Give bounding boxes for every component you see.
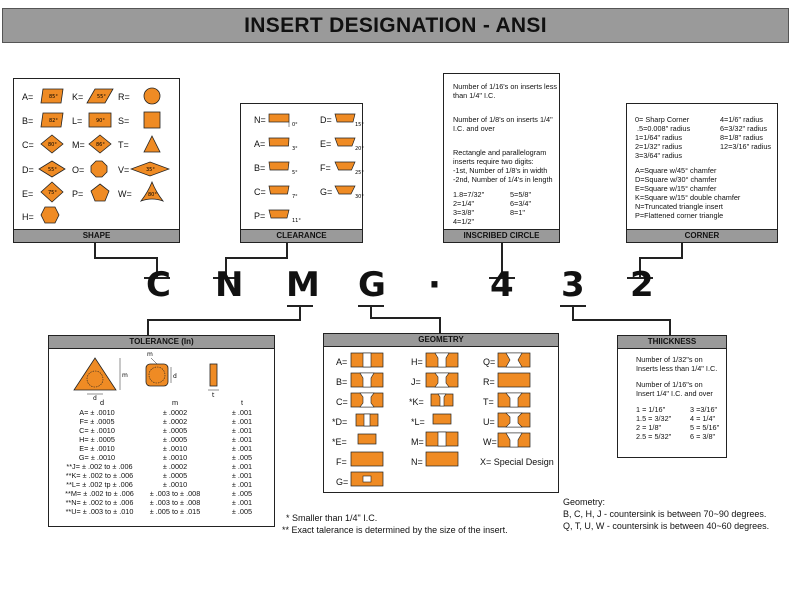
geometry-n-icon (425, 451, 459, 467)
corner-col1-0: 0= Sharp Corner (635, 115, 690, 124)
geometry-j-icon (425, 372, 459, 388)
geometry-note-1: B, C, H, J - countersink is between 70~90 degrees. (563, 509, 767, 519)
rectangle-l-icon (88, 111, 112, 129)
corner-chamfer-2: E=Square w/15° chamfer (635, 184, 717, 193)
pentagon-icon (90, 183, 110, 203)
ic-col1-1: 2=1/4" (453, 199, 475, 208)
corner-chamfer-5: P=Flattened corner triangle (635, 211, 724, 220)
octagon-icon (90, 160, 108, 178)
corner-col2-1: 6=3/32" radius (720, 124, 768, 133)
table-row: **J= ± .002 to ± .006 ± .0002 ± .001 (66, 462, 253, 471)
table-row: **L= ± .002 tp ± .006 ± .0010 ± .001 (66, 480, 253, 489)
geometry-u: U= (483, 417, 495, 427)
corner-col2-2: 8=1/8" radius (720, 133, 763, 142)
table-row: H= ± .0005 ± .0005 ± .001 (79, 435, 253, 444)
geometry-c-icon (350, 392, 384, 408)
svg-text:82°: 82° (49, 118, 58, 124)
svg-text:86°: 86° (96, 142, 105, 148)
corner-col1-2: 1=1/64" radius (635, 133, 683, 142)
table-row: **N= ± .002 to ± .006 ± .003 to ± .008 ± .001 (65, 498, 253, 507)
code-shape: C (146, 265, 171, 305)
svg-text:t: t (212, 392, 215, 399)
th-p2-line2: Insert 1/4" I.C. and over (636, 389, 713, 398)
svg-text:80°: 80° (148, 192, 157, 198)
square-icon (143, 111, 161, 129)
geometry-label: GEOMETRY (324, 334, 558, 347)
svg-text:d: d (173, 373, 177, 380)
geometry-e-icon (357, 433, 377, 445)
code-geometry: G (358, 265, 386, 305)
geometry-q: Q= (483, 357, 496, 367)
svg-text:3°: 3° (292, 146, 298, 152)
shape-d: D= (22, 165, 34, 175)
clearance-a-icon (268, 136, 302, 152)
tolerance-header (52, 398, 272, 407)
shape-label: SHAPE (14, 229, 179, 242)
corner-col2-3: 12=3/16" radius (720, 142, 772, 151)
shape-w: W= (118, 189, 132, 199)
clearance-c-icon (268, 184, 302, 200)
clearance-f: F= (320, 163, 331, 173)
clearance-d: D= (320, 115, 332, 125)
diamond-v-icon (130, 161, 170, 177)
geometry-g: G= (336, 477, 349, 487)
code-separator: · (428, 265, 441, 305)
note-smaller: * Smaller than 1/4" I.C. (286, 513, 378, 523)
shape-s: S= (118, 116, 130, 126)
corner-col1-1: .5=0.008" radius (637, 124, 691, 133)
clearance-c: C= (254, 187, 266, 197)
geometry-c: C= (336, 397, 348, 407)
geometry-n: N= (411, 457, 423, 467)
svg-text:30°: 30° (355, 194, 364, 200)
geometry-m-icon (425, 431, 459, 447)
table-row: C= ± .0010 ± .0005 ± .001 (79, 426, 253, 435)
svg-text:7°: 7° (292, 194, 298, 200)
ic-p3-line3: -1st, Number of 1/8's in width (453, 166, 548, 175)
table-row: G= ± .0010 ± .0010 ± .005 (78, 453, 253, 462)
shape-v: V= (118, 165, 130, 175)
geometry-b-icon (350, 372, 384, 388)
tolerance-diagram (70, 350, 250, 400)
clearance-p: P= (254, 211, 266, 221)
clearance-p-icon (268, 208, 302, 224)
geometry-k: *K= (409, 397, 424, 407)
shape-t: T= (118, 140, 129, 150)
trigon-icon (140, 181, 164, 203)
geometry-l-icon (432, 413, 452, 425)
corner-col1-3: 2=1/32" radius (635, 142, 683, 151)
svg-text:35°: 35° (146, 167, 155, 173)
triangle-icon (143, 135, 161, 153)
geometry-a: A= (336, 357, 348, 367)
svg-text:0°: 0° (292, 122, 298, 128)
ic-p3-line2: inserts require two digits: (453, 157, 534, 166)
geometry-m: M= (411, 437, 424, 447)
ic-p2-line1: Number of 1/8's on inserts 1/4" (453, 115, 553, 124)
svg-text:25°: 25° (355, 170, 364, 176)
svg-text:75°: 75° (48, 190, 57, 196)
ic-col2-0: 5=5/8" (510, 190, 532, 199)
diamond-m-icon (88, 134, 112, 154)
geometry-d: *D= (332, 417, 348, 427)
svg-text:m: m (147, 351, 153, 358)
parallelogram-k-icon (86, 87, 114, 105)
thickness-label: THIICKNESS (618, 336, 726, 349)
geometry-b: B= (336, 377, 348, 387)
shape-m: M= (72, 140, 85, 150)
clearance-e: E= (320, 139, 332, 149)
ic-p1-line2: than 1/4" I.C. (453, 91, 496, 100)
shape-b: B= (22, 116, 34, 126)
parallelogram-a-icon (40, 87, 64, 105)
clearance-d-icon (334, 112, 364, 128)
hexagon-icon (40, 206, 60, 224)
geometry-note-title: Geometry: (563, 497, 606, 507)
svg-text:80°: 80° (48, 142, 57, 148)
code-inscribed: 4 (490, 265, 514, 305)
corner-chamfer-3: K=Square w/15° double chamfer (635, 193, 741, 202)
parallelogram-b-icon (40, 111, 64, 129)
clearance-g: G= (320, 187, 333, 197)
corner-col2-0: 4=1/6" radius (720, 115, 763, 124)
tolerance-label: TOLERANCE (In) (49, 336, 274, 349)
geometry-x-special: X= Special Design (480, 457, 554, 467)
table-row: **K= ± .002 to ± .006 ± .0005 ± .001 (65, 471, 253, 480)
ic-p2-line2: I.C. and over (453, 124, 495, 133)
corner-chamfer-0: A=Square w/45° chamfer (635, 166, 717, 175)
th-p1-line2: Inserts less than 1/4" I.C. (636, 364, 718, 373)
shape-k: K= (72, 92, 84, 102)
geometry-l: *L= (411, 417, 425, 427)
ic-col1-2: 3=3/8" (453, 208, 475, 217)
shape-p: P= (72, 189, 84, 199)
geometry-r: R= (483, 377, 495, 387)
inscribed-circle-label: INSCRIBED CIRCLE (444, 229, 559, 242)
svg-text:55°: 55° (97, 94, 106, 100)
svg-text:11°: 11° (292, 218, 301, 224)
shape-l: L= (72, 116, 83, 126)
th-col1-1: 1.5 = 3/32" (636, 414, 672, 423)
geometry-note-2: Q, T, U, W - countersink is between 40~60 degrees. (563, 521, 770, 531)
clearance-a: A= (254, 139, 266, 149)
ic-p3-line4: -2nd, Number of 1/4's in length (453, 175, 553, 184)
shape-e: E= (22, 189, 34, 199)
clearance-n: N= (254, 115, 266, 125)
shape-r: R= (118, 92, 130, 102)
round-icon (143, 87, 161, 105)
geometry-u-icon (497, 412, 531, 428)
clearance-g-icon (334, 184, 364, 200)
svg-text:m: m (122, 372, 128, 379)
geometry-h: H= (411, 357, 423, 367)
diamond-d-icon (38, 160, 66, 178)
ic-col2-2: 8=1" (510, 208, 525, 217)
geometry-w: W= (483, 437, 497, 447)
ic-col2-1: 6=3/4" (510, 199, 532, 208)
clearance-b-icon (268, 160, 302, 176)
geometry-w-icon (497, 432, 531, 448)
geometry-k-icon (430, 393, 454, 407)
note-exact-tolerance: ** Exact talerance is determined by the size of the insert. (282, 525, 508, 535)
th-col1-3: 2.5 = 5/32" (636, 432, 672, 441)
corner-col1-4: 3=3/64" radius (635, 151, 683, 160)
ic-p3-line1: Rectangle and parallelogram (453, 148, 547, 157)
geometry-f-icon (350, 451, 384, 467)
svg-text:55°: 55° (48, 167, 57, 173)
shape-c: C= (22, 140, 34, 150)
th-col1-2: 2 = 1/8" (636, 423, 662, 432)
shape-o: O= (72, 165, 85, 175)
th-col1-0: 1 = 1/16" (636, 405, 666, 414)
th-p1-line1: Number of 1/32"s on (636, 355, 703, 364)
ic-col1-0: 1.8=7/32" (453, 190, 485, 199)
diamond-e-icon (40, 181, 64, 203)
clearance-label: CLEARANCE (241, 229, 362, 242)
diamond-c-icon (40, 134, 64, 154)
corner-chamfer-4: N=Truncated triangle insert (635, 202, 723, 211)
svg-text:15°: 15° (355, 122, 364, 128)
geometry-e: *E= (332, 437, 347, 447)
shape-h: H= (22, 212, 34, 222)
geometry-d-icon (355, 413, 379, 427)
svg-text:5°: 5° (292, 170, 298, 176)
geometry-f: F= (336, 457, 347, 467)
geometry-t: T= (483, 397, 494, 407)
code-clearance: N (215, 265, 244, 305)
clearance-n-icon (268, 112, 302, 128)
clearance-f-icon (334, 160, 364, 176)
header-t: t (240, 398, 244, 407)
clearance-e-icon (334, 136, 364, 152)
table-row: F= ± .0005 ± .0002 ± .001 (79, 417, 253, 426)
geometry-g-icon (350, 471, 384, 487)
code-thickness: 3 (561, 265, 585, 305)
code-corner: 2 (630, 265, 654, 305)
corner-label: CORNER (627, 229, 777, 242)
svg-text:85°: 85° (49, 94, 58, 100)
geometry-q-icon (497, 352, 531, 368)
code-tolerance: M (286, 265, 320, 305)
header-d: d (99, 398, 105, 407)
geometry-r-icon (497, 372, 531, 388)
ic-p1-line1: Number of 1/16's on inserts less (453, 82, 558, 91)
geometry-j: J= (411, 377, 421, 387)
svg-text:20°: 20° (355, 146, 364, 152)
ic-col1-3: 4=1/2" (453, 217, 475, 226)
th-col2-1: 4 = 1/4" (690, 414, 716, 423)
clearance-b: B= (254, 163, 266, 173)
geometry-a-icon (350, 352, 384, 368)
table-row: E= ± .0010 ± .0010 ± .001 (79, 444, 253, 453)
th-p2-line1: Number of 1/16"s on (636, 380, 703, 389)
shape-a: A= (22, 92, 34, 102)
geometry-h-icon (425, 352, 459, 368)
th-col2-3: 6 = 3/8" (690, 432, 716, 441)
corner-chamfer-1: D=Square w/30° chamfer (635, 175, 717, 184)
table-row: A= ± .0010 ± .0002 ± .001 (79, 408, 253, 417)
table-row: **M= ± .002 to ± .006 ± .003 to ± .008 ± .005 (65, 489, 253, 498)
header-m: m (171, 398, 179, 407)
geometry-t-icon (497, 392, 531, 408)
th-col2-2: 5 = 5/16" (690, 423, 720, 432)
svg-text:d: d (93, 395, 97, 400)
page-title: INSERT DESIGNATION - ANSI (244, 13, 547, 37)
th-col2-0: 3 =3/16" (690, 405, 718, 414)
svg-text:90°: 90° (96, 118, 105, 124)
table-row: **U= ± .003 to ± .010 ± .005 to ± .015 ± .005 (65, 507, 253, 516)
